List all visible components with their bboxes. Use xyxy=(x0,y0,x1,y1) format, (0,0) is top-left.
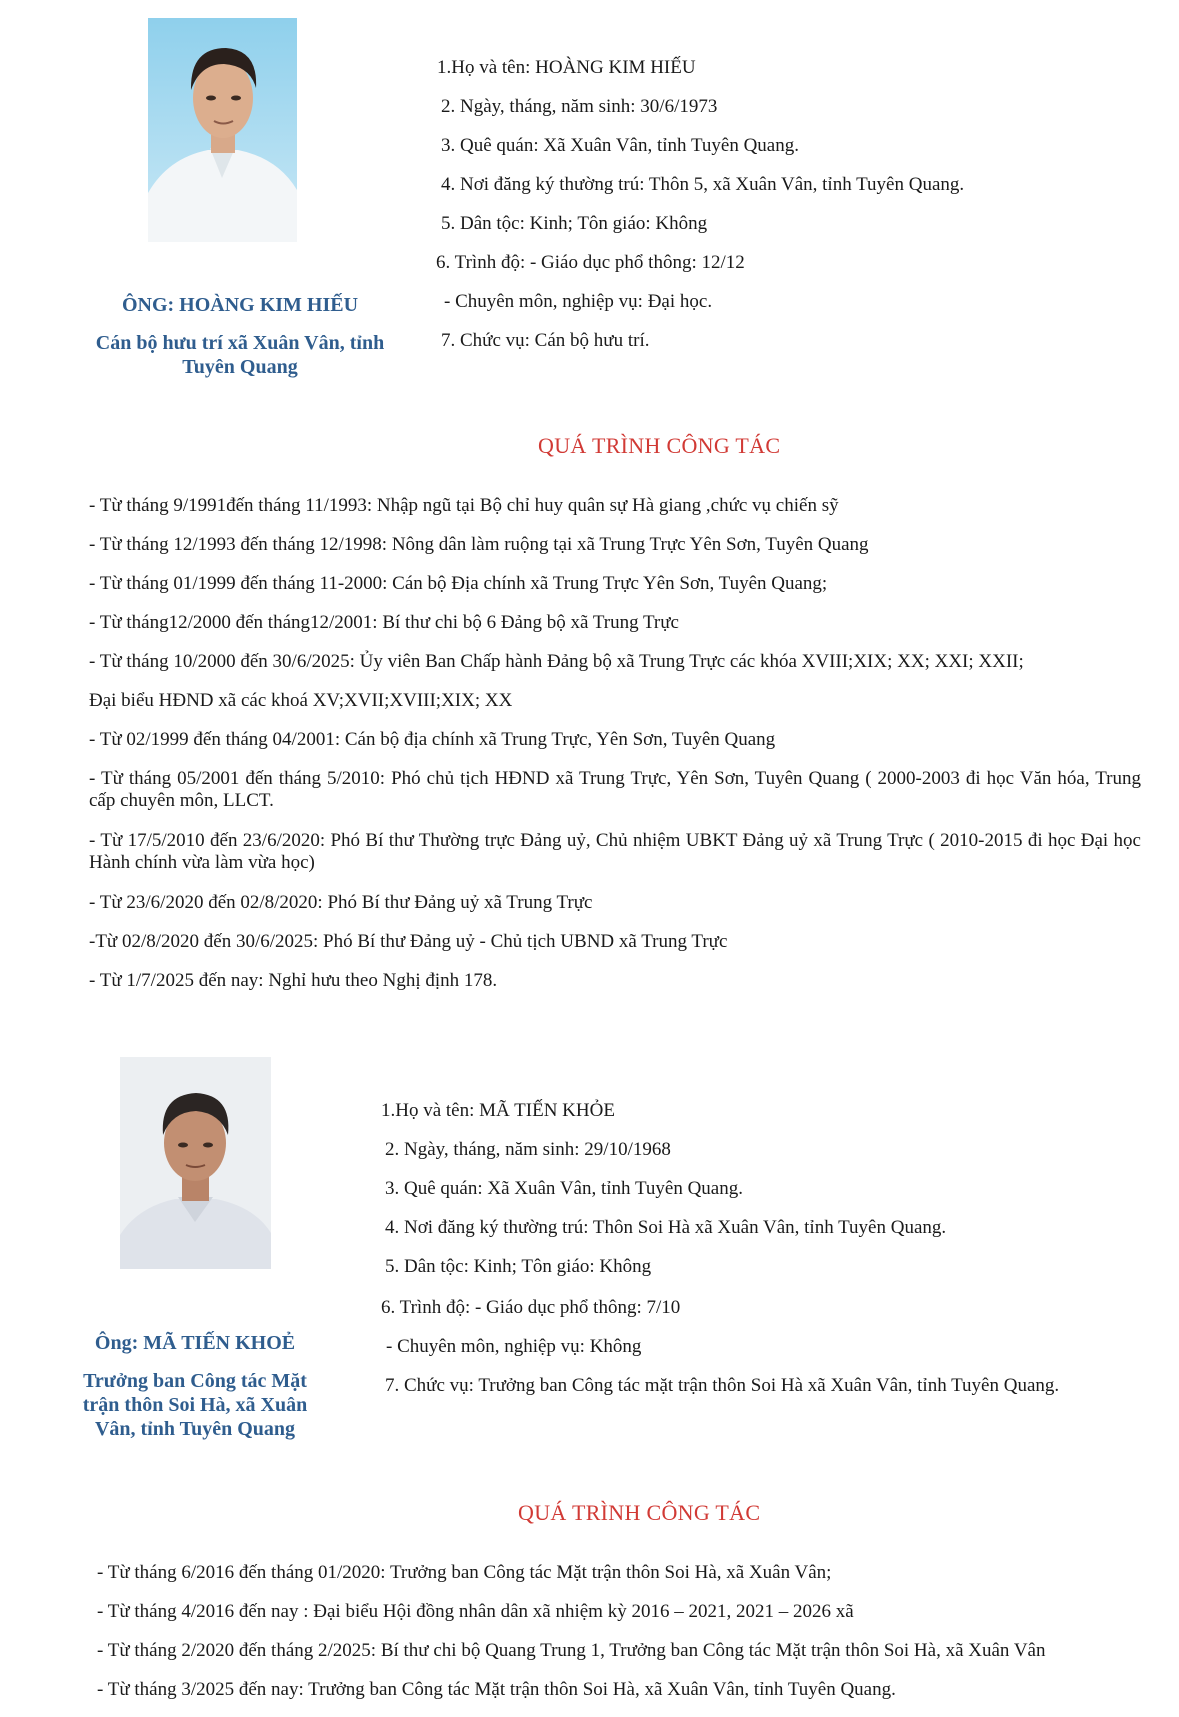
person1-info-hometown: 3. Quê quán: Xã Xuân Vân, tỉnh Tuyên Quang. xyxy=(441,135,799,156)
career-item: -Từ 02/8/2020 đến 30/6/2025: Phó Bí thư Đảng uỷ - Chủ tịch UBND xã Trung Trực xyxy=(89,931,728,952)
person1-caption-title: Cán bộ hưu trí xã Xuân Vân, tỉnh Tuyên Quang xyxy=(95,332,385,378)
career-item: - Từ tháng 6/2016 đến tháng 01/2020: Trưởng ban Công tác Mặt trận thôn Soi Hà, xã Xuân Vân; xyxy=(97,1562,832,1583)
career-item: - Từ tháng 9/1991đến tháng 11/1993: Nhập ngũ tại Bộ chỉ huy quân sự Hà giang ,chức vụ chiến sỹ xyxy=(89,495,839,516)
career-item: - Từ tháng 2/2020 đến tháng 2/2025: Bí thư chi bộ Quang Trung 1, Trưởng ban Công tác Mặt trận thôn Soi Hà, xã Xuân Vân xyxy=(97,1640,1046,1661)
person2-info-position: 7. Chức vụ: Trưởng ban Công tác mặt trận thôn Soi Hà xã Xuân Vân, tỉnh Tuyên Quang. xyxy=(385,1375,1060,1396)
person1-caption-name: ÔNG: HOÀNG KIM HIẾU xyxy=(121,294,359,316)
career-item: - Từ tháng 12/1993 đến tháng 12/1998: Nông dân làm ruộng tại xã Trung Trực Yên Sơn, Tuyên Quang xyxy=(89,534,869,555)
person2-info-ethnicity: 5. Dân tộc: Kinh; Tôn giáo: Không xyxy=(385,1256,652,1277)
person1-info-residence: 4. Nơi đăng ký thường trú: Thôn 5, xã Xuân Vân, tỉnh Tuyên Quang. xyxy=(441,174,965,195)
person1-info-ethnicity: 5. Dân tộc: Kinh; Tôn giáo: Không xyxy=(441,213,708,234)
person2-caption-title: Trưởng ban Công tác Mặt trận thôn Soi Hà, xã Xuân Vân, tỉnh Tuyên Quang xyxy=(82,1370,308,1440)
person2-info-residence: 4. Nơi đăng ký thường trú: Thôn Soi Hà xã Xuân Vân, tỉnh Tuyên Quang. xyxy=(385,1217,947,1238)
person1-info-birthdate: 2. Ngày, tháng, năm sinh: 30/6/1973 xyxy=(441,96,718,117)
career-item: - Từ tháng 10/2000 đến 30/6/2025: Ủy viên Ban Chấp hành Đảng bộ xã Trung Trực các khóa XVIII;XIX; XX; XXI; XXII; xyxy=(89,651,1024,672)
career-item: - Từ tháng 01/1999 đến tháng 11-2000: Cán bộ Địa chính xã Trung Trực Yên Sơn, Tuyên Quang; xyxy=(89,573,828,594)
portrait-photo-hoang-kim-hieu xyxy=(148,18,297,242)
portrait-photo-ma-tien-khoe xyxy=(120,1057,271,1269)
person1-section-title: QUÁ TRÌNH CÔNG TÁC xyxy=(538,433,781,458)
career-item: - Từ tháng 05/2001 đến tháng 5/2010: Phó chủ tịch HĐND xã Trung Trực, Yên Sơn, Tuyên Quang ( 2000-2003 đi học Văn hóa, Trung cấp chuyên môn, LLCT. xyxy=(89,768,1141,811)
career-item: - Từ 02/1999 đến tháng 04/2001: Cán bộ địa chính xã Trung Trực, Yên Sơn, Tuyên Quang xyxy=(89,729,776,750)
career-item: - Từ 23/6/2020 đến 02/8/2020: Phó Bí thư Đảng uỷ xã Trung Trực xyxy=(89,892,593,913)
portrait-photo-icon xyxy=(120,1057,271,1269)
person2-caption-name: Ông: MÃ TIẾN KHOẺ xyxy=(94,1332,296,1354)
portrait-photo-icon xyxy=(148,18,297,242)
person1-info-name: 1.Họ và tên: HOÀNG KIM HIẾU xyxy=(437,57,696,78)
person1-info-education: 6. Trình độ: - Giáo dục phổ thông: 12/12 xyxy=(436,252,745,273)
person2-info-name: 1.Họ và tên: MÃ TIẾN KHỎE xyxy=(381,1100,615,1121)
person1-info-position: 7. Chức vụ: Cán bộ hưu trí. xyxy=(441,330,650,351)
person1-info-specialty: - Chuyên môn, nghiệp vụ: Đại học. xyxy=(444,291,713,312)
career-item: Đại biểu HĐND xã các khoá XV;XVII;XVIII;XIX; XX xyxy=(89,690,513,711)
career-item: - Từ tháng 4/2016 đến nay : Đại biểu Hội đồng nhân dân xã nhiệm kỳ 2016 – 2021, 2021 – 2026 xã xyxy=(97,1601,854,1622)
career-item: - Từ tháng 3/2025 đến nay: Trưởng ban Công tác Mặt trận thôn Soi Hà, xã Xuân Vân, tỉnh Tuyên Quang. xyxy=(97,1679,896,1700)
person2-info-birthdate: 2. Ngày, tháng, năm sinh: 29/10/1968 xyxy=(385,1139,671,1160)
person2-info-specialty: - Chuyên môn, nghiệp vụ: Không xyxy=(386,1336,642,1357)
career-item: - Từ 1/7/2025 đến nay: Nghỉ hưu theo Nghị định 178. xyxy=(89,970,498,991)
person2-info-education: 6. Trình độ: - Giáo dục phổ thông: 7/10 xyxy=(381,1297,681,1318)
person2-section-title: QUÁ TRÌNH CÔNG TÁC xyxy=(518,1500,761,1525)
person2-info-hometown: 3. Quê quán: Xã Xuân Vân, tỉnh Tuyên Quang. xyxy=(385,1178,743,1199)
career-item: - Từ tháng12/2000 đến tháng12/2001: Bí thư chi bộ 6 Đảng bộ xã Trung Trực xyxy=(89,612,679,633)
career-item: - Từ 17/5/2010 đến 23/6/2020: Phó Bí thư Thường trực Đảng uỷ, Chủ nhiệm UBKT Đảng uỷ xã Trung Trực ( 2010-2015 đi học Đại học Hành chính vừa làm vừa học) xyxy=(89,830,1141,873)
person2-caption xyxy=(70,1331,320,1441)
person1-caption xyxy=(80,293,400,379)
